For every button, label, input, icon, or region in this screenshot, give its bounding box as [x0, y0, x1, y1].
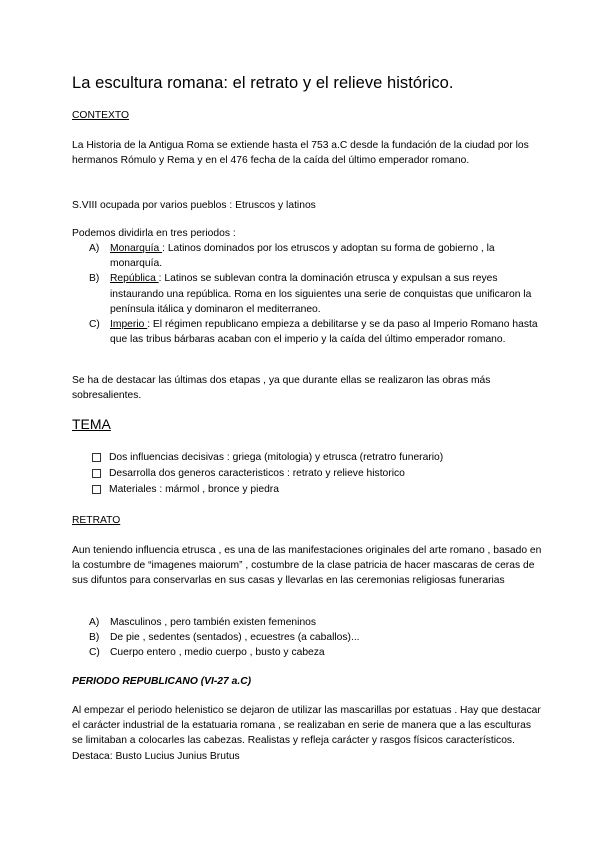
tema-heading: TEMA [72, 416, 111, 432]
period-text: : Latinos dominados por los etruscos y adoptan su forma de gobierno , la monarquía. [110, 243, 495, 270]
list-item-text: Cuerpo entero , medio cuerpo , busto y cabeza [110, 647, 325, 659]
retrato-paragraph: Aun teniendo influencia etrusca , es una de las manifestaciones originales del arte romano , basado en la costumbre de “imagenes maiorum” , costumbre de la clase patricia de hacer mascaras de ceras de sus difuntos para conservarlas en sus casas y llevarlas en las ceremonias religiosas funerarias [72, 545, 542, 587]
checklist-item[interactable] [92, 466, 443, 482]
list-item [72, 241, 542, 271]
checkbox-icon[interactable] [92, 485, 101, 494]
list-item [72, 317, 542, 347]
retrato-list [72, 615, 542, 661]
checkbox-icon[interactable] [92, 453, 101, 462]
checklist-item-label: Materiales : mármol , bronce y piedra [109, 484, 279, 496]
period-term: República [110, 273, 159, 285]
period-term: Imperio [110, 319, 148, 331]
contexto-paragraph-2: S.VIII ocupada por varios pueblos : Etruscos y latinos [72, 200, 316, 211]
checkbox-icon[interactable] [92, 469, 101, 478]
contexto-heading: CONTEXTO [72, 110, 130, 121]
list-marker: B) [89, 632, 100, 644]
periodo-heading: PERIODO REPUBLICANO (VI-27 a.C) [72, 676, 252, 687]
periods-intro: Podemos dividirla en tres periodos : [72, 228, 236, 239]
period-text: : El régimen republicano empieza a debilitarse y se da paso al Imperio Romano hasta que las tribus bárbaras acaban con el imperio y la caída del último emperador romano. [110, 319, 538, 346]
list-item [72, 271, 542, 317]
list-marker: B) [89, 273, 100, 285]
retrato-heading: RETRATO [72, 515, 121, 526]
list-item [72, 645, 542, 660]
contexto-paragraph-3: Se ha de destacar las últimas dos etapas , ya que durante ellas se realizaron las obras más sobresalientes. [72, 375, 491, 402]
page-title: La escultura romana: el retrato y el relieve histórico. [72, 74, 454, 92]
list-marker: C) [89, 319, 100, 331]
list-marker: C) [89, 647, 100, 659]
list-item-text: De pie , sedentes (sentados) , ecuestres (a caballos)... [110, 632, 360, 644]
list-item-text: Masculinos , pero también existen femeninos [110, 617, 317, 628]
periodo-paragraph: Al empezar el periodo helenistico se dejaron de utilizar las mascarillas por estatuas . Hay que destacar el carácter industrial de la estatuaria romana , se realizaban en serie de manera que a las esculturas se limitaban a colocarles las cabezas. Realistas y refleja carácter y rasgos físicos característicos. Destaca: Busto Lucius Junius Brutus [72, 705, 541, 762]
checklist-item[interactable] [92, 450, 443, 466]
tema-checklist [92, 450, 443, 499]
contexto-paragraph-1: La Historia de la Antigua Roma se extiende hasta el 753 a.C desde la fundación de la ciudad por los hermanos Rómulo y Rema y en el 476 fecha de la caída del último emperador romano. [72, 140, 529, 167]
periods-list [72, 241, 542, 347]
list-item [72, 630, 542, 645]
checklist-item-label: Dos influencias decisivas : griega (mitologia) y etrusca (retratro funerario) [109, 452, 444, 463]
period-text: : Latinos se sublevan contra la dominación etrusca y expulsan a sus reyes instaurando una república. Roma en los siguientes una serie de conquistas que unificaron la península itálica y dominaron el mediterraneo. [110, 273, 532, 315]
period-term: Monarquía [110, 243, 163, 254]
list-marker: A) [89, 617, 100, 628]
checklist-item[interactable] [92, 482, 443, 498]
list-item [72, 615, 542, 630]
checklist-item-label: Desarrolla dos generos caracteristicos : retrato y relieve historico [109, 468, 405, 480]
list-marker: A) [89, 243, 100, 254]
